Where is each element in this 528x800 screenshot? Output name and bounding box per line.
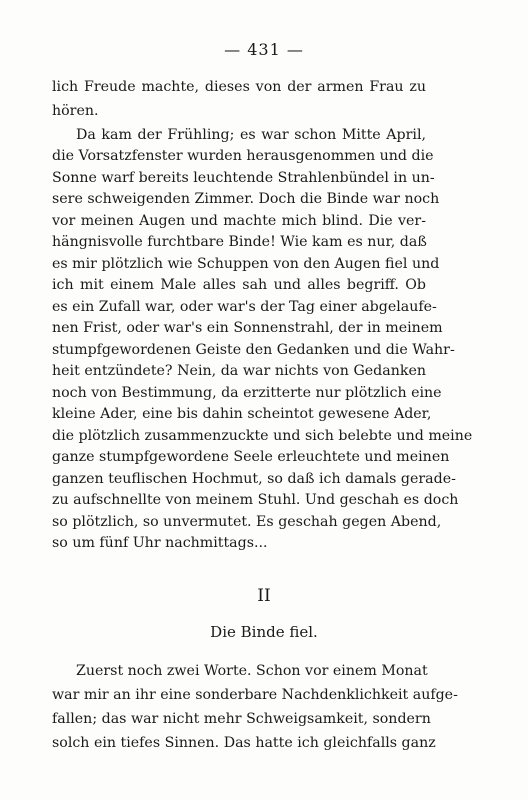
text-line: lich Freude machte, dieses von der armen Frau zu [52, 79, 426, 95]
text-line: kleine Ader, eine bis dahin scheintot gewesene Ader, [52, 406, 432, 422]
text-line: vor meinen Augen und machte mich blind. Die ver- [52, 213, 426, 229]
text-line: solch ein tiefes Sinnen. Das hatte ich gleichfalls ganz [52, 735, 436, 751]
text-line: die plötzlich zusammenzuckte und sich belebte und meine [52, 428, 473, 444]
section-numeral: II [257, 586, 271, 606]
text-line: Zuerst noch zwei Worte. Schon vor einem Monat [76, 663, 428, 679]
text-line: zu aufschnellte von meinem Stuhl. Und geschah es doch [52, 492, 459, 508]
text-line: hängnisvolle furchtbare Binde! Wie kam es nur, daß [52, 234, 427, 250]
text-line: es mir plötzlich wie Schuppen von den Augen fiel und [52, 256, 440, 272]
text-line: war mir an ihr eine sonderbare Nachdenklichkeit aufge- [52, 687, 458, 703]
page-number: — 431 — [224, 40, 304, 59]
text-line: so um fünf Uhr nachmittags... [52, 535, 268, 551]
text-line: ganzen teuflischen Hochmut, so daß ich damals gerade- [52, 471, 456, 487]
text-line: es ein Zufall war, oder war's der Tag einer abgelaufe- [52, 299, 437, 315]
text-line: hören. [52, 103, 99, 119]
text-line: stumpfgewordenen Geiste den Gedanken und die Wahr- [52, 342, 455, 358]
text-line: die Vorsatzfenster wurden herausgenommen und die [52, 148, 434, 164]
section-title: Die Binde fiel. [210, 623, 318, 641]
text-line: so plötzlich, so unvermutet. Es geschah gegen Abend, [52, 514, 442, 530]
text-line: nen Frist, oder war's ein Sonnenstrahl, der in meinem [52, 320, 443, 336]
text-line: noch von Bestimmung, da erzitterte nur plötzlich eine [52, 385, 442, 401]
text-line: Da kam der Frühling; es war schon Mitte April, [76, 127, 426, 143]
text-line: Sonne warf bereits leuchtende Strahlenbündel in un- [52, 170, 435, 186]
text-line: sere schweigenden Zimmer. Doch die Binde war noch [52, 191, 440, 207]
text-line: heit entzündete? Nein, da war nichts von Gedanken [52, 363, 426, 379]
text-line: fallen; das war nicht mehr Schweigsamkeit, sondern [52, 711, 431, 727]
text-line: ich mit einem Male alles sah und alles begriff. Ob [52, 277, 426, 293]
text-line: ganze stumpfgewordene Seele erleuchtete und meinen [52, 449, 450, 465]
